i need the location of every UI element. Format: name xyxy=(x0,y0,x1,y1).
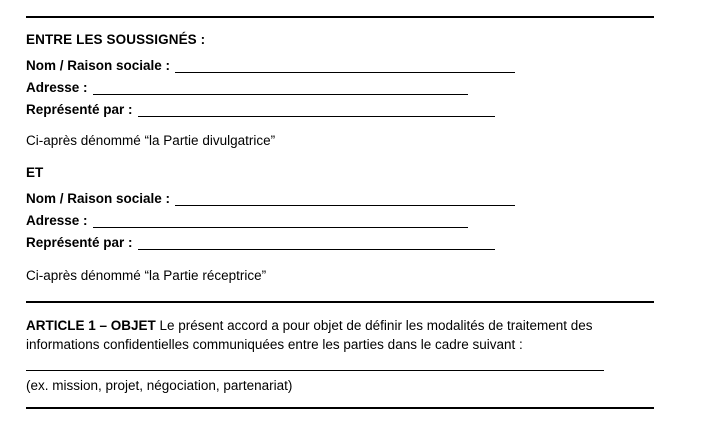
party-one-representative-input[interactable] xyxy=(138,103,495,117)
article-1-fill-in-input[interactable] xyxy=(26,356,604,371)
party-one-address-row xyxy=(26,80,654,95)
party-two-name-label: Nom / Raison sociale : xyxy=(26,191,171,206)
party-two-representative-input[interactable] xyxy=(138,236,495,250)
document-body xyxy=(26,0,654,409)
article-1-hint: (ex. mission, projet, négociation, partenariat) xyxy=(26,378,293,394)
party-two-address-label: Adresse : xyxy=(26,213,88,228)
divider-middle xyxy=(26,301,654,303)
party-two-name-input[interactable] xyxy=(175,192,515,206)
party-one-representative-row xyxy=(26,102,654,117)
parties-heading: ENTRE LES SOUSSIGNÉS : xyxy=(26,32,206,47)
divider-top xyxy=(26,16,654,18)
party-one-address-label: Adresse : xyxy=(26,80,88,95)
article-1-title: ARTICLE 1 – OBJET xyxy=(26,318,156,333)
divider-bottom xyxy=(26,407,654,409)
party-two-address-row xyxy=(26,213,654,228)
party-two-representative-label: Représenté par : xyxy=(26,235,133,250)
article-1-paragraph xyxy=(26,316,636,371)
article-1-body: Le présent accord a pour objet de définir les modalités de traitement des informations confidentielles communiquées entre les parties dans le cadre suivant : xyxy=(26,318,593,353)
party-one-representative-label: Représenté par : xyxy=(26,102,133,117)
parties-connector: ET xyxy=(26,165,44,180)
party-one-name-row xyxy=(26,58,654,73)
party-one-name-label: Nom / Raison sociale : xyxy=(26,58,171,73)
party-one-address-input[interactable] xyxy=(93,81,468,95)
party-one-designation: Ci-après dénommé “la Partie divulgatrice” xyxy=(26,133,276,148)
party-one-name-input[interactable] xyxy=(175,59,515,73)
party-two-representative-row xyxy=(26,235,654,250)
party-two-designation: Ci-après dénommé “la Partie réceptrice” xyxy=(26,268,267,283)
party-two-name-row xyxy=(26,191,654,206)
party-two-address-input[interactable] xyxy=(93,214,468,228)
